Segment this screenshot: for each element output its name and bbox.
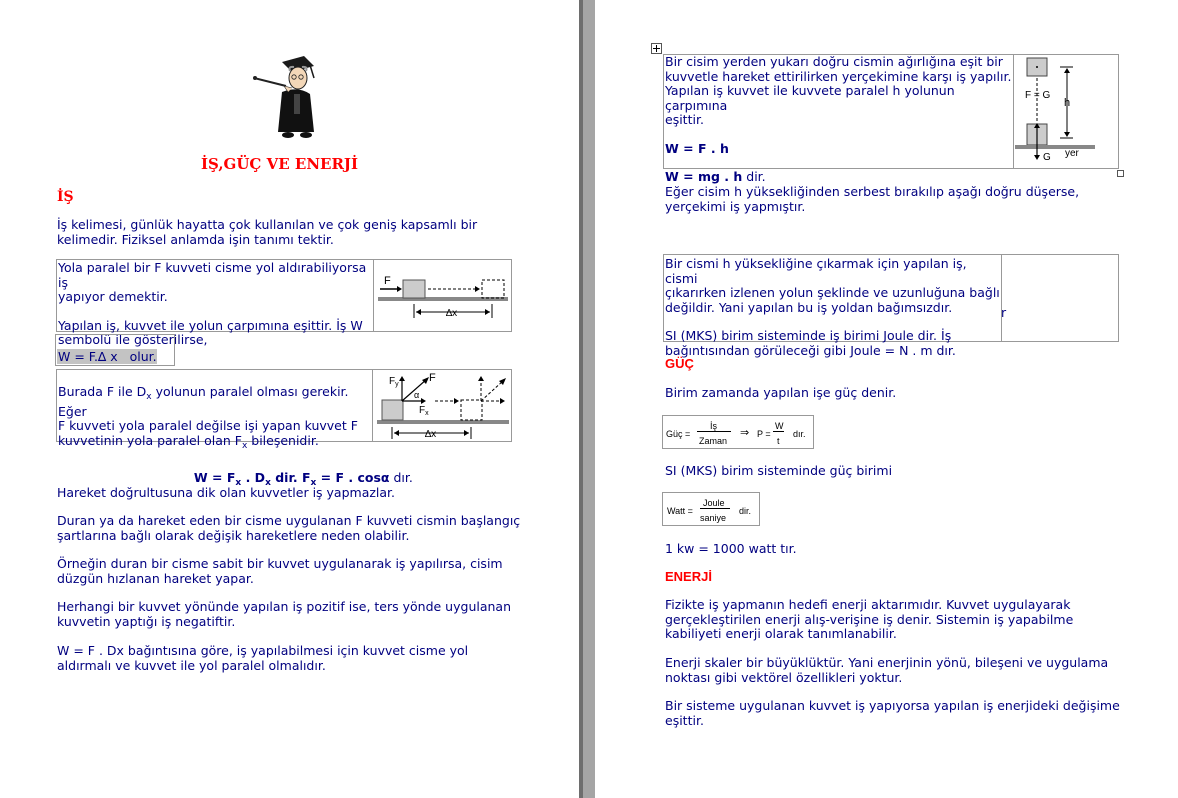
- box-components-divider: [372, 369, 373, 442]
- paragraph-si-power: SI (MKS) birim sisteminde güç birimi: [665, 463, 893, 478]
- paragraph-energy-1: Fizikte iş yapmanın hedefi enerji aktarımıdır. Kuvvet uygulayarak gerçekleştirilen enerji alış-verişine iş denir. Sistemin iş yapabilme kabiliyeti enerji olarak tanımlanabilir.: [665, 597, 1074, 641]
- box-path-text: Bir cismi h yüksekliğine çıkarmak için yapılan iş, cismi çıkarırken izlenen yolun şeklinde ve uzunluğuna bağlı değildir. Yani yapılan bu iş yoldan bağımsızdır. SI (MKS) birim sisteminde iş birimi Joule dir. İş bağıntısından görüleceği gibi Joule = N . m dır.: [665, 256, 1000, 358]
- diagram3-h-label: h: [1064, 97, 1071, 109]
- paragraph-formula-condition: W = F . Dx bağıntısına göre, iş yapılabilmesi için kuvvet cisme yol aldırmalı ve kuvvet ile yol paralel olmalıdır.: [57, 643, 469, 673]
- formula-power-box: Güç = İş Zaman ⇒ P = W t dır.: [662, 415, 814, 449]
- intro-line-1: İş kelimesi, günlük hayatta çok kullanılan ve çok geniş kapsamlı bir: [57, 217, 478, 232]
- paragraph-power-definition: Birim zamanda yapılan işe güç denir.: [665, 385, 897, 400]
- paragraph-perpendicular: Hareket doğrultusuna dik olan kuvvetler iş yapmazlar.: [57, 485, 396, 500]
- diagram2-fy-label: $F_y$: [389, 376, 399, 388]
- intro-paragraph: [57, 218, 477, 247]
- table-resize-handle[interactable]: [1117, 170, 1124, 177]
- page-divider-light: [583, 0, 595, 798]
- box1-line-1: Yola paralel bir F kuvveti cisme yol aldırabiliyorsa iş: [58, 260, 367, 290]
- box1-line-4: sembolü ile gösterilirse,: [58, 332, 208, 347]
- diagram2-dx-label: ∆x: [425, 429, 437, 440]
- stray-character: r: [1001, 305, 1007, 320]
- diagram1-dx-label: ∆x: [446, 308, 458, 319]
- move-icon: [652, 44, 661, 53]
- box-gravity-text: Bir cisim yerden yukarı doğru cismin ağırlığına eşit bir kuvvetle hareket ettirilirken yerçekimine karşı iş yapılır. Yapılan iş kuvvet ile kuvvete paralel h yolunun çarpımına eşittir. W = F . h W = mg . h dir.: [665, 54, 1012, 184]
- table-move-handle[interactable]: [651, 43, 662, 54]
- diagram-vertical-lift: [1015, 56, 1117, 166]
- diagram2-alpha-label: α: [414, 390, 420, 400]
- diagram2-fx-label: $F_x$: [419, 405, 429, 417]
- box1-line-2: yapıyor demektir.: [58, 289, 168, 304]
- paragraph-free-fall: Eğer cisim h yüksekliğinden serbest bırakılıp aşağı doğru düşerse, yerçekimi iş yapmıştır.: [665, 184, 1080, 214]
- teacher-clipart: [252, 52, 324, 140]
- formula-work-components: $W = F_x$ . $D_x$ dir. $F_x = F$ . cosα dır.: [193, 469, 413, 488]
- heading-guc: GÜÇ: [665, 356, 694, 371]
- paragraph-positive-negative: Herhangi bir kuvvet yönünde yapılan iş pozitif ise, ters yönde uygulanan kuvvetin yaptığı iş negatiftir.: [57, 599, 511, 629]
- box-definition-divider: [373, 259, 374, 332]
- diagram3-g-label: G: [1043, 152, 1051, 163]
- intro-line-2: kelimedir. Fiziksel anlamda işin tanımı tektir.: [57, 231, 334, 247]
- page-title: İŞ,GÜÇ VE ENERJİ: [201, 155, 359, 173]
- diagram-inclined-force: [375, 371, 511, 441]
- diagram3-yer-label: yer: [1065, 148, 1079, 159]
- formula-w-fh: W = F . h: [665, 140, 729, 156]
- box1-line-3: Yapılan iş, kuvvet ile yolun çarpımına eşittir. İş W: [58, 317, 363, 333]
- paragraph-example: Örneğin duran bir cisme sabit bir kuvvet uygulanarak iş yapılırsa, cisim düzgün hızlanan hareket yapar.: [57, 556, 503, 586]
- formula-watt-box: Watt = Joule saniye dir.: [662, 492, 760, 526]
- diagram3-fg-label: F = G: [1025, 90, 1051, 101]
- box-gravity-divider: [1013, 54, 1014, 169]
- box-path-divider: [1001, 254, 1002, 342]
- formula-w-mgh: W = mg . h dir.: [665, 169, 766, 184]
- paragraph-energy-3: Bir sisteme uygulanan kuvvet iş yapıyorsa yapılan iş enerjideki değişime eşittir.: [665, 698, 1120, 728]
- paragraph-initial-conditions: Duran ya da hareket eden bir cisme uygulanan F kuvveti cismin başlangıç şartlarına bağlı olarak değişik hareketlere neden olabilir.: [57, 513, 521, 543]
- paragraph-energy-2: Enerji skaler bir büyüklüktür. Yani enerjinin yönü, bileşeni ve uygulama noktası gibi vektörel özellikleri yoktur.: [665, 655, 1109, 685]
- diagram1-f-label: F: [384, 275, 391, 287]
- heading-enerji: ENERJİ: [665, 569, 712, 584]
- formula-w-fdx: W = F.∆ x olur.: [58, 349, 157, 364]
- heading-is: İŞ: [57, 189, 74, 205]
- diagram2-f-label: F: [429, 372, 436, 384]
- diagram-horizontal-force: [376, 268, 510, 324]
- paragraph-kw: 1 kw = 1000 watt tır.: [665, 541, 797, 556]
- box-components-text: Burada F ile $D_x$ yolunun paralel olması gerekir. Eğer F kuvveti yola paralel değilse işi yapan kuvvet F kuvvetinin yola paralel olan $F_x$ bileşenidir.: [58, 384, 358, 451]
